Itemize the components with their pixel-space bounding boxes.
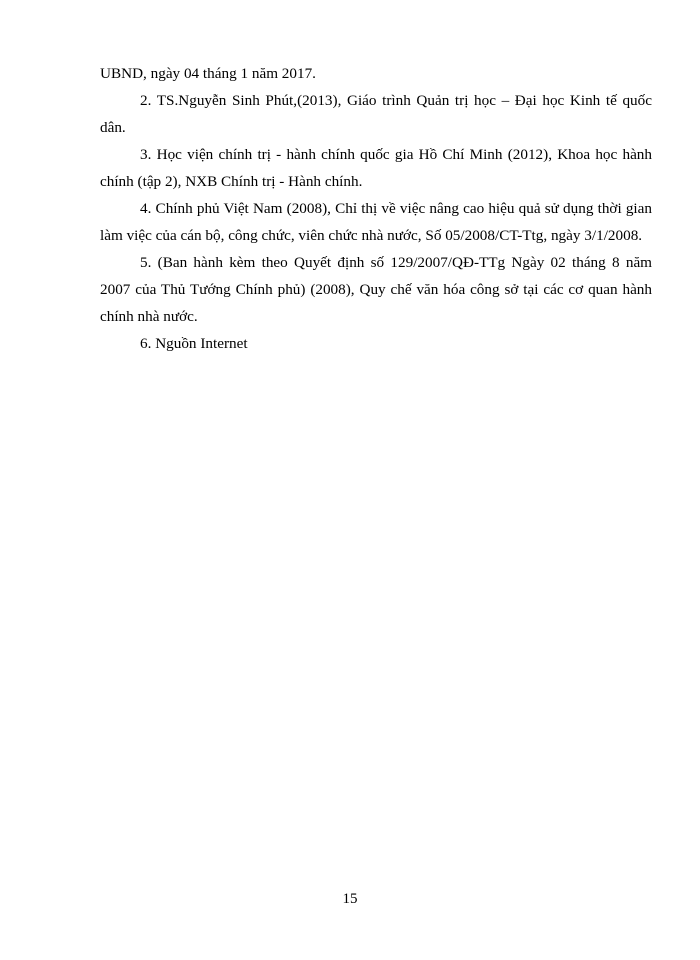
reference-item-6: 6. Nguồn Internet	[140, 335, 248, 352]
page-number: 15	[342, 891, 358, 907]
reference-item-2: 2. TS.Nguyễn Sinh Phút,(2013), Giáo trình Quản trị học – Đại học Kinh tế quốc dân.	[100, 92, 652, 136]
reference-item-5: 5. (Ban hành kèm theo Quyết định số 129/2007/QĐ-TTg Ngày 02 tháng 8 năm 2007 của Thủ Tướng Chính phủ) (2008), Quy chế văn hóa công sở tại các cơ quan hành chính nhà nước.	[100, 254, 652, 325]
reference-item-4: 4. Chính phủ Việt Nam (2008), Chỉ thị về việc nâng cao hiệu quả sử dụng thời gian làm việc của cán bộ, công chức, viên chức nhà nước, Số 05/2008/CT-Ttg, ngày 3/1/2008.	[100, 200, 652, 244]
reference-item-3: 3. Học viện chính trị - hành chính quốc gia Hồ Chí Minh (2012), Khoa học hành chính (tập 2), NXB Chính trị - Hành chính.	[100, 146, 652, 190]
reference-list	[100, 60, 652, 357]
reference-continuation: UBND, ngày 04 tháng 1 năm 2017.	[100, 65, 316, 82]
